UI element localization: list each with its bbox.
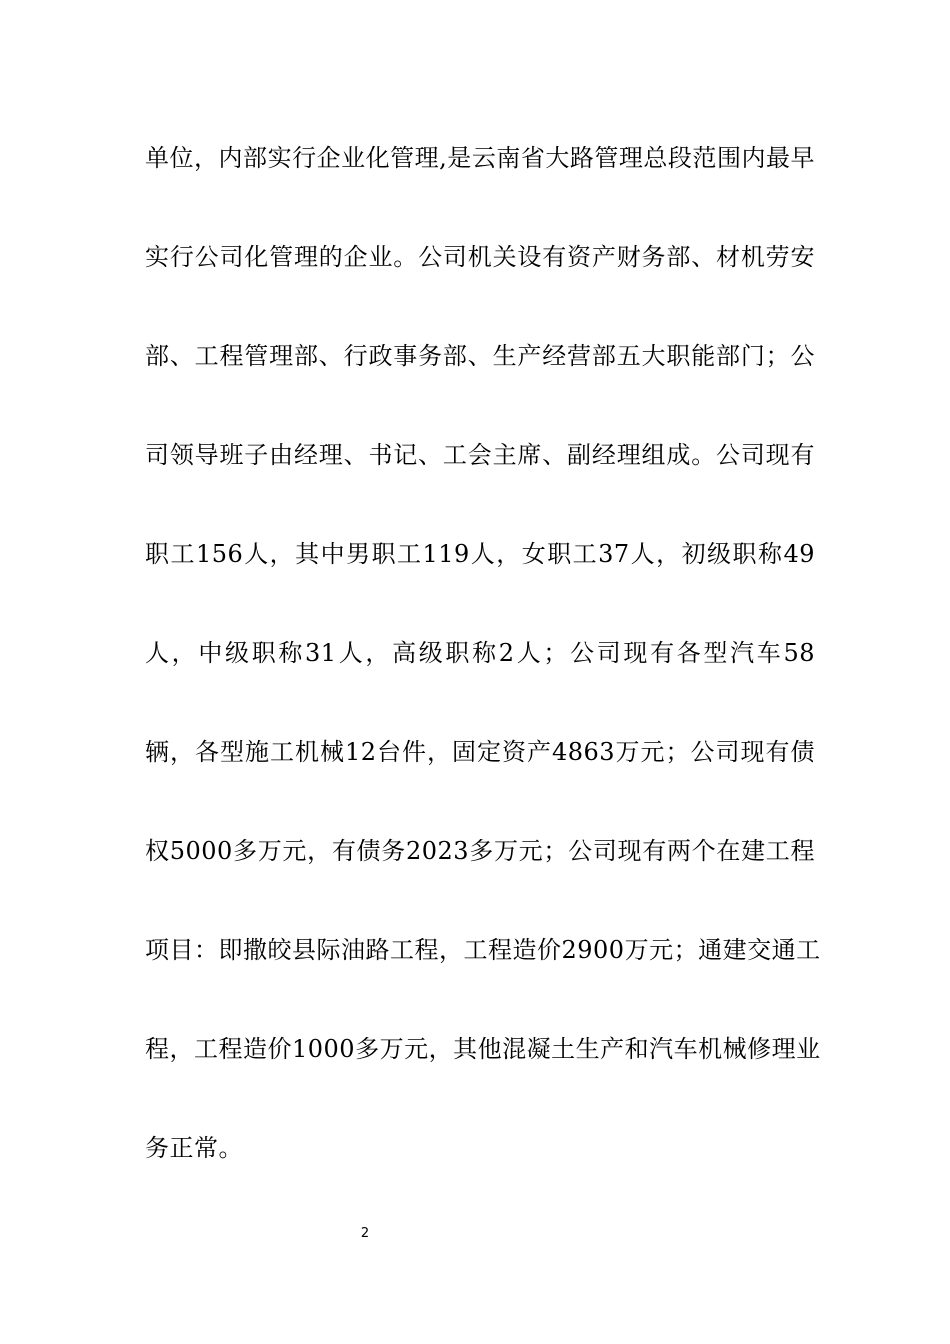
body-text [145,134,821,1223]
text-line-9: 项目：即撒皎县际油路工程，工程造价2900万元；通建交通工 [145,936,821,964]
text-line-6: 人，中级职称31人，高级职称2人；公司现有各型汽车58 [145,639,815,667]
text-line-5: 职工156人，其中男职工119人，女职工37人，初级职称49 [145,540,815,568]
page-number: 2 [360,1226,370,1241]
text-line-3: 部、工程管理部、行政事务部、生产经营部五大职能部门；公 [145,342,815,370]
text-line-4: 司领导班子由经理、书记、工会主席、副经理组成。公司现有 [145,441,815,469]
text-line-7: 辆，各型施工机械12台件，固定资产4863万元；公司现有债 [145,738,815,766]
text-line-1: 单位，内部实行企业化管理,是云南省大路管理总段范围内最早 [145,144,815,172]
text-line-10: 程，工程造价1000多万元，其他混凝土生产和汽车机械修理业 [145,1035,821,1063]
text-line-8: 权5000多万元，有债务2023多万元；公司现有两个在建工程 [145,837,815,865]
text-line-2: 实行公司化管理的企业。公司机关设有资产财务部、材机劳安 [145,243,815,271]
text-line-11: 务正常。 [145,1134,243,1162]
